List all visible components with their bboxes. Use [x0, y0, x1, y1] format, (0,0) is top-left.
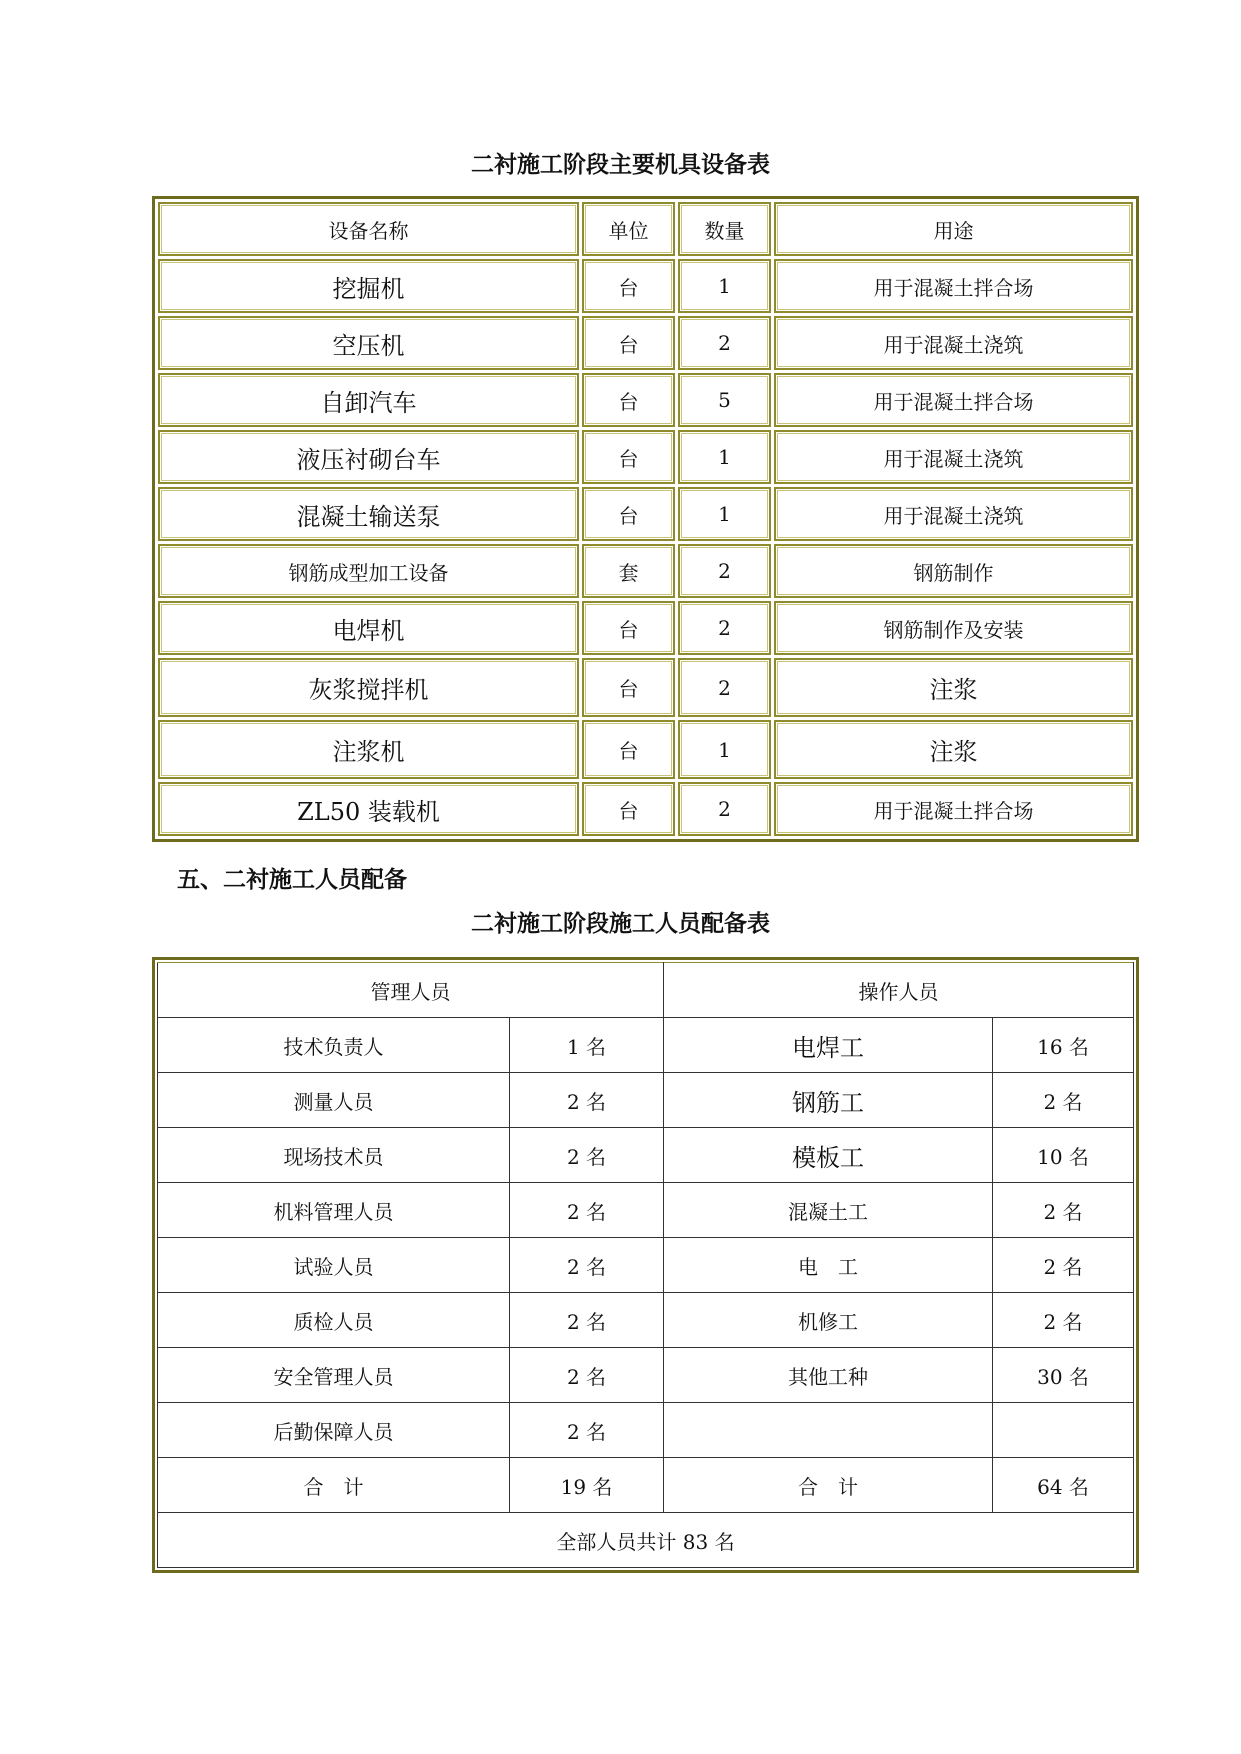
op-role: 电 工: [664, 1238, 993, 1293]
table-row: [158, 658, 1133, 717]
equipment-unit: 套: [582, 544, 675, 598]
op-count: 2 名: [993, 1183, 1134, 1238]
equipment-use: 注浆: [774, 658, 1133, 717]
op-role: 机修工: [664, 1293, 993, 1348]
equipment-name: 挖掘机: [158, 259, 579, 313]
table-row: [158, 1018, 1134, 1073]
equipment-table: [152, 196, 1139, 842]
equipment-qty: 2: [678, 658, 771, 717]
header-quantity: 数量: [678, 202, 771, 256]
equipment-use: 用于混凝土浇筑: [774, 316, 1133, 370]
table-row: [158, 487, 1133, 541]
equipment-name: ZL50 装载机: [158, 782, 579, 836]
staff-table-title: 二衬施工阶段施工人员配备表: [471, 911, 770, 937]
mgr-count: 2 名: [510, 1183, 664, 1238]
equipment-name: 混凝土输送泵: [158, 487, 579, 541]
equipment-qty: 2: [678, 544, 771, 598]
equipment-qty: 5: [678, 373, 771, 427]
equipment-use: 用于混凝土拌合场: [774, 373, 1133, 427]
op-count: [993, 1403, 1134, 1458]
equipment-table-title: 二衬施工阶段主要机具设备表: [471, 152, 770, 178]
op-count: 16 名: [993, 1018, 1134, 1073]
header-unit: 单位: [582, 202, 675, 256]
op-count: 30 名: [993, 1348, 1134, 1403]
staff-table: [152, 957, 1139, 1573]
mgr-role: 后勤保障人员: [158, 1403, 510, 1458]
header-management: 管理人员: [158, 963, 664, 1018]
op-count: 10 名: [993, 1128, 1134, 1183]
table-row: [158, 601, 1133, 655]
table-row: [158, 1183, 1134, 1238]
equipment-unit: 台: [582, 316, 675, 370]
table-row: [158, 720, 1133, 779]
table-row: [158, 430, 1133, 484]
equipment-qty: 1: [678, 720, 771, 779]
mgr-role: 技术负责人: [158, 1018, 510, 1073]
equipment-qty: 1: [678, 259, 771, 313]
mgr-total-label: 合 计: [158, 1458, 510, 1513]
mgr-role: 安全管理人员: [158, 1348, 510, 1403]
equipment-name: 液压衬砌台车: [158, 430, 579, 484]
equipment-qty: 1: [678, 430, 771, 484]
table-row: [158, 316, 1133, 370]
equipment-qty: 1: [678, 487, 771, 541]
table-row: [158, 782, 1133, 836]
mgr-role: 质检人员: [158, 1293, 510, 1348]
header-equipment-name: 设备名称: [158, 202, 579, 256]
mgr-role: 试验人员: [158, 1238, 510, 1293]
section-heading: 五、二衬施工人员配备: [177, 867, 407, 893]
op-role: [664, 1403, 993, 1458]
table-row: [158, 373, 1133, 427]
equipment-use: 钢筋制作: [774, 544, 1133, 598]
total-row: [158, 1458, 1134, 1513]
table-row: [158, 1293, 1134, 1348]
table-row: [158, 1238, 1134, 1293]
equipment-unit: 台: [582, 601, 675, 655]
equipment-unit: 台: [582, 658, 675, 717]
equipment-qty: 2: [678, 782, 771, 836]
op-role: 混凝土工: [664, 1183, 993, 1238]
op-role: 电焊工: [664, 1018, 993, 1073]
table-row: [158, 1073, 1134, 1128]
grand-total-row: [158, 1513, 1134, 1568]
mgr-role: 机料管理人员: [158, 1183, 510, 1238]
mgr-count: 2 名: [510, 1073, 664, 1128]
equipment-name: 注浆机: [158, 720, 579, 779]
table-row: [158, 1403, 1134, 1458]
equipment-name: 空压机: [158, 316, 579, 370]
table-row: [158, 259, 1133, 313]
header-operators: 操作人员: [664, 963, 1134, 1018]
mgr-count: 2 名: [510, 1348, 664, 1403]
equipment-use: 注浆: [774, 720, 1133, 779]
equipment-qty: 2: [678, 601, 771, 655]
equipment-use: 用于混凝土浇筑: [774, 430, 1133, 484]
op-role: 其他工种: [664, 1348, 993, 1403]
mgr-count: 2 名: [510, 1128, 664, 1183]
op-count: 2 名: [993, 1293, 1134, 1348]
equipment-name: 自卸汽车: [158, 373, 579, 427]
equipment-unit: 台: [582, 373, 675, 427]
table-row: [158, 544, 1133, 598]
op-count: 2 名: [993, 1238, 1134, 1293]
mgr-role: 现场技术员: [158, 1128, 510, 1183]
mgr-count: 2 名: [510, 1293, 664, 1348]
op-role: 钢筋工: [664, 1073, 993, 1128]
table-row: [158, 1128, 1134, 1183]
equipment-unit: 台: [582, 720, 675, 779]
equipment-name: 电焊机: [158, 601, 579, 655]
op-total: 64 名: [993, 1458, 1134, 1513]
table-row: [158, 1348, 1134, 1403]
equipment-qty: 2: [678, 316, 771, 370]
equipment-name: 钢筋成型加工设备: [158, 544, 579, 598]
equipment-unit: 台: [582, 487, 675, 541]
op-role: 模板工: [664, 1128, 993, 1183]
equipment-unit: 台: [582, 782, 675, 836]
mgr-role: 测量人员: [158, 1073, 510, 1128]
grand-total: 全部人员共计 83 名: [158, 1513, 1134, 1568]
op-total-label: 合 计: [664, 1458, 993, 1513]
equipment-use: 用于混凝土拌合场: [774, 259, 1133, 313]
equipment-unit: 台: [582, 430, 675, 484]
mgr-total: 19 名: [510, 1458, 664, 1513]
table-header-row: [158, 202, 1133, 256]
mgr-count: 2 名: [510, 1403, 664, 1458]
mgr-count: 1 名: [510, 1018, 664, 1073]
table-header-row: [158, 963, 1134, 1018]
equipment-use: 用于混凝土浇筑: [774, 487, 1133, 541]
equipment-unit: 台: [582, 259, 675, 313]
equipment-name: 灰浆搅拌机: [158, 658, 579, 717]
header-usage: 用途: [774, 202, 1133, 256]
mgr-count: 2 名: [510, 1238, 664, 1293]
op-count: 2 名: [993, 1073, 1134, 1128]
equipment-use: 用于混凝土拌合场: [774, 782, 1133, 836]
equipment-use: 钢筋制作及安装: [774, 601, 1133, 655]
